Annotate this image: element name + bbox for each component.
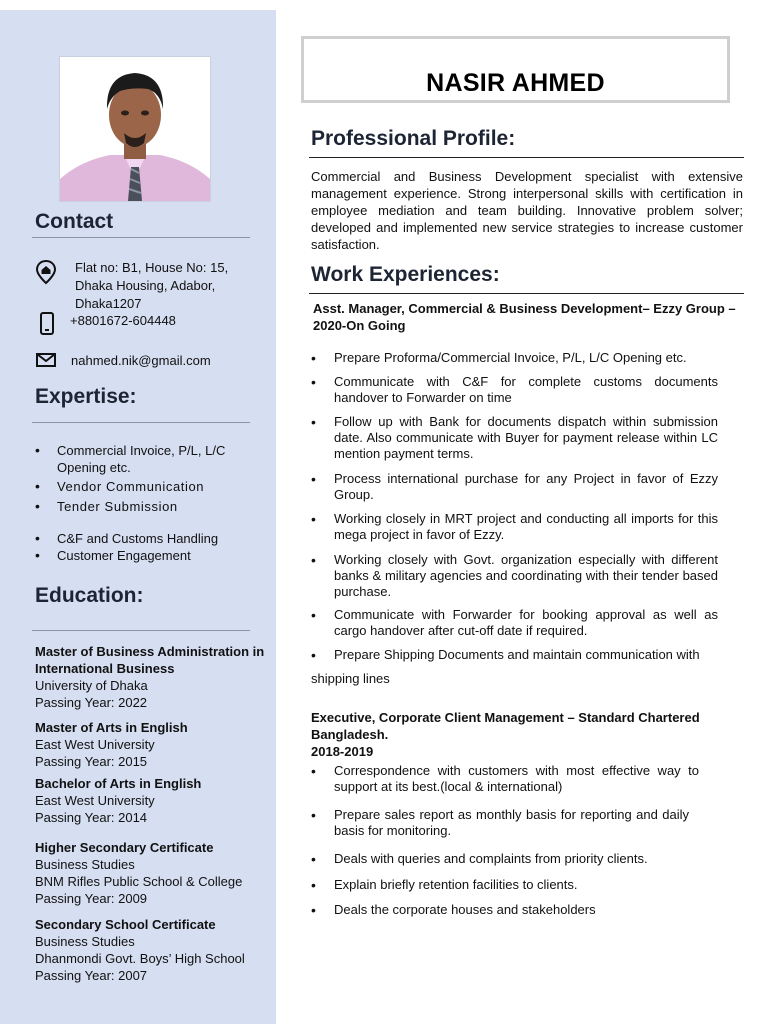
institution-name: East West University bbox=[35, 737, 155, 752]
duty-item: • Working closely in MRT project and conducting all imports for this mega project in favor of Ezzy. bbox=[311, 511, 718, 543]
study-group: Business Studies bbox=[35, 934, 135, 949]
expertise-divider bbox=[32, 422, 250, 423]
passing-year: Passing Year: 2007 bbox=[35, 968, 148, 983]
education-heading: Education: bbox=[35, 584, 144, 607]
duty-item: • Communicate with C&F for complete customs documents handover to Forwarder on time bbox=[311, 374, 718, 406]
expertise-item: • Vendor Communication bbox=[35, 478, 260, 495]
degree-name: Bachelor of Arts in English bbox=[35, 776, 202, 791]
institution-name: BNM Rifles Public School & College bbox=[35, 874, 243, 889]
institution-name: University of Dhaka bbox=[35, 678, 148, 693]
education-entry bbox=[35, 643, 270, 711]
phone-icon bbox=[35, 312, 57, 336]
work-divider bbox=[309, 293, 744, 294]
degree-name: Higher Secondary Certificate bbox=[35, 840, 214, 855]
duty-item: • Deals the corporate houses and stakeholders bbox=[311, 902, 714, 918]
institution-name: Dhanmondi Govt. Boys’ High School bbox=[35, 951, 245, 966]
duty-item: • Prepare Shipping Documents and maintain communication with bbox=[311, 647, 744, 663]
job-period: 2018-2019 bbox=[311, 744, 374, 759]
expertise-list bbox=[35, 442, 260, 564]
contact-divider bbox=[32, 237, 250, 238]
expertise-item: • Customer Engagement bbox=[35, 547, 260, 564]
job-title: Executive, Corporate Client Management – Standard Chartered Bangladesh. bbox=[311, 710, 700, 742]
duty-item: • Follow up with Bank for documents dispatch within submission date. Also communicate with Buyer for payment release within LC mention payment terms. bbox=[311, 414, 718, 462]
duty-item: • Prepare sales report as monthly basis for reporting and daily basis for monitoring. bbox=[311, 807, 689, 839]
institution-name: East West University bbox=[35, 793, 155, 808]
degree-name: Secondary School Certificate bbox=[35, 917, 216, 932]
degree-name: Master of Business Administration in International Business bbox=[35, 644, 265, 676]
education-divider bbox=[32, 630, 250, 631]
duty-item: • Prepare Proforma/Commercial Invoice, P/L, L/C Opening etc. bbox=[311, 350, 718, 366]
expertise-item: • Tender Submission bbox=[35, 498, 260, 515]
address-text: Flat no: B1, House No: 15, Dhaka Housing, Adabor, Dhaka1207 bbox=[75, 260, 229, 311]
passing-year: Passing Year: 2009 bbox=[35, 891, 148, 906]
phone-text: +8801672-604448 bbox=[70, 313, 176, 328]
expertise-heading: Expertise: bbox=[35, 385, 137, 408]
profile-photo bbox=[59, 56, 211, 202]
passing-year: Passing Year: 2022 bbox=[35, 695, 148, 710]
candidate-name: NASIR AHMED bbox=[426, 69, 605, 97]
passing-year: Passing Year: 2014 bbox=[35, 810, 148, 825]
job-duties-list bbox=[311, 763, 711, 923]
contact-email bbox=[35, 352, 265, 374]
contact-heading: Contact bbox=[35, 210, 114, 233]
location-pin-icon bbox=[35, 259, 57, 283]
passing-year: Passing Year: 2015 bbox=[35, 754, 148, 769]
contact-phone bbox=[35, 312, 265, 334]
work-heading: Work Experiences: bbox=[311, 263, 500, 286]
profile-divider bbox=[309, 157, 744, 158]
expertise-item: • C&F and Customs Handling bbox=[35, 530, 260, 547]
contact-address bbox=[35, 259, 265, 313]
profile-paragraph: Commercial and Business Development specialist with extensive management experience. Strong interpersonal skills with certification in employee mediation and team building. Innovative problem solver; developed and implemented new service strategies to increase customer satisfaction. bbox=[311, 169, 743, 252]
name-box bbox=[301, 36, 730, 103]
duty-item: • Explain briefly retention facilities to clients. bbox=[311, 877, 714, 893]
study-group: Business Studies bbox=[35, 857, 135, 872]
duty-item: • Process international purchase for any Project in favor of Ezzy Group. bbox=[311, 471, 718, 503]
education-entry bbox=[35, 719, 270, 770]
education-entry bbox=[35, 839, 270, 907]
duty-item: • Correspondence with customers with most effective way to support at its best.(local & international) bbox=[311, 763, 699, 795]
job-title: Asst. Manager, Commercial & Business Development– Ezzy Group – 2020-On Going bbox=[313, 301, 736, 333]
education-entry bbox=[35, 775, 270, 826]
profile-heading: Professional Profile: bbox=[311, 127, 516, 150]
job-duties-list bbox=[311, 350, 741, 680]
email-text: nahmed.nik@gmail.com bbox=[71, 353, 211, 368]
duty-item: • Communicate with Forwarder for booking approval as well as cargo handover after cut-off date if required. bbox=[311, 607, 718, 639]
expertise-item: • Commercial Invoice, P/L, L/C Opening etc. bbox=[35, 442, 260, 476]
duty-item: • Deals with queries and complaints from priority clients. bbox=[311, 851, 714, 867]
duty-item: • Working closely with Govt. organization especially with different banks & military agencies and coordinating with their tender based purchase. bbox=[311, 552, 718, 600]
education-entry bbox=[35, 916, 270, 984]
envelope-icon bbox=[35, 352, 57, 376]
degree-name: Master of Arts in English bbox=[35, 720, 188, 735]
duty-continuation: shipping lines bbox=[311, 671, 390, 686]
